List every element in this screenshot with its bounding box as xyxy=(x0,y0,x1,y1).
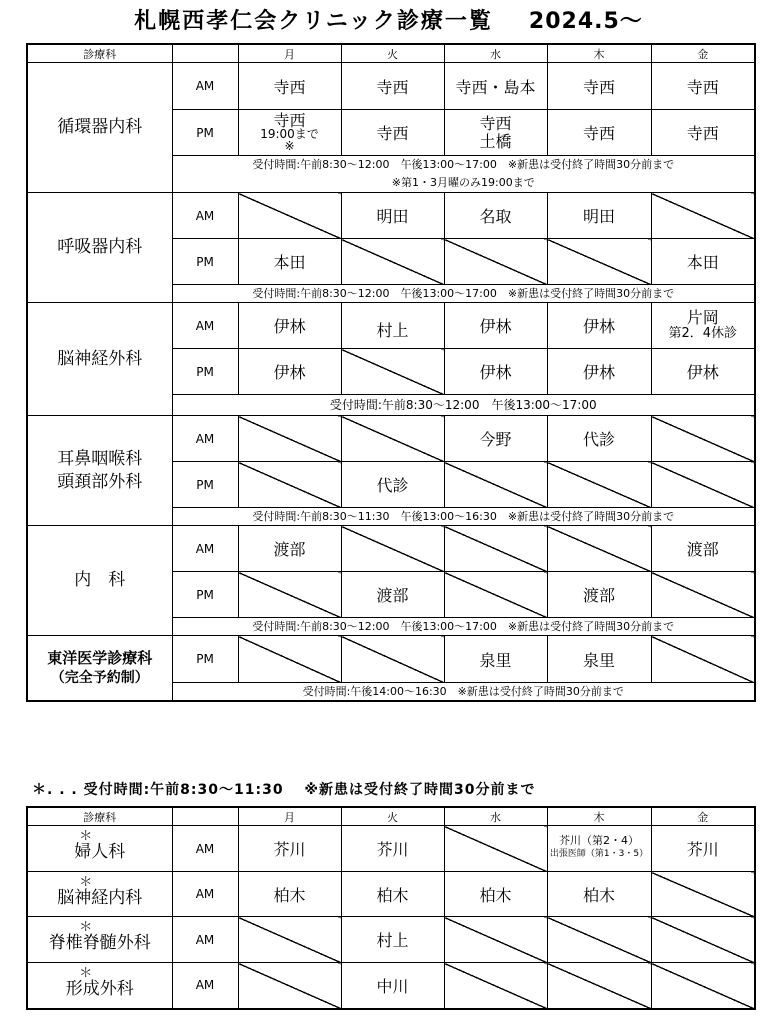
neuro-am-fri-closed xyxy=(651,872,755,917)
title-date: 2024.5～ xyxy=(528,9,643,34)
internal-pm-mon-closed xyxy=(238,572,341,618)
neurosurg-pm-wed: 伊林 xyxy=(444,349,547,395)
dept-neurosurg: 脳神経外科 xyxy=(27,303,172,416)
resp-pm-fri: 本田 xyxy=(651,239,755,285)
resp-am-thu: 明田 xyxy=(547,193,651,239)
header-thu: 木 xyxy=(547,807,651,826)
am-label: AM xyxy=(172,303,238,349)
header-fri: 金 xyxy=(651,807,755,826)
kampo-pm-tue-closed xyxy=(341,636,444,683)
star-mark: ＊ xyxy=(79,874,93,890)
internal-am-mon: 渡部 xyxy=(238,526,341,572)
resp-note: 受付時間:午前8:30～12:00 午後13:00～17:00 ※新患は受付終了時間30分前まで xyxy=(172,285,755,303)
resp-pm-mon: 本田 xyxy=(238,239,341,285)
cardio-pm-mon-name: 寺西 xyxy=(273,111,306,131)
header-mon: 月 xyxy=(238,44,341,63)
cardio-pm-fri: 寺西 xyxy=(651,110,755,156)
neurosurg-am-mon: 伊林 xyxy=(238,303,341,349)
schedule-table-reserved xyxy=(26,806,756,1010)
neurosurg-am-fri-sub: 第2．4休診 xyxy=(668,326,738,342)
dept-plastic-name: 形成外科 xyxy=(65,979,134,1000)
neuro-am-wed: 柏木 xyxy=(444,872,547,917)
cardio-pm-thu: 寺西 xyxy=(547,110,651,156)
am-label: AM xyxy=(172,416,238,462)
ent-pm-fri-closed xyxy=(651,462,755,508)
header-wed: 水 xyxy=(444,807,547,826)
ent-note: 受付時間:午前8:30～11:30 午後13:00～16:30 ※新患は受付終了時間30分前まで xyxy=(172,508,755,526)
neurosurg-pm-mon: 伊林 xyxy=(238,349,341,395)
dept-kampo-name2: （完全予約制） xyxy=(50,669,149,686)
plastic-am-wed-closed xyxy=(444,963,547,1009)
pm-label: PM xyxy=(172,572,238,618)
star-mark: ＊ xyxy=(79,966,93,982)
pm-label: PM xyxy=(172,462,238,508)
dept-plastic xyxy=(27,963,172,1009)
resp-am-tue: 明田 xyxy=(341,193,444,239)
kampo-note: 受付時間:午後14:00～16:30 ※新患は受付終了時間30分前まで xyxy=(172,683,755,702)
header-fri: 金 xyxy=(651,44,755,63)
gyn-am-tue: 芥川 xyxy=(341,826,444,872)
internal-pm-tue: 渡部 xyxy=(341,572,444,618)
cardio-pm-wed xyxy=(444,110,547,156)
header-tue: 火 xyxy=(341,44,444,63)
neuro-am-tue: 柏木 xyxy=(341,872,444,917)
resp-pm-thu-closed xyxy=(547,239,651,285)
dept-ent xyxy=(27,416,172,526)
internal-am-fri: 渡部 xyxy=(651,526,755,572)
header-thu: 木 xyxy=(547,44,651,63)
ent-pm-wed-closed xyxy=(444,462,547,508)
cardio-am-wed: 寺西・島本 xyxy=(444,63,547,110)
header-dept: 診療科 xyxy=(27,44,172,63)
neurosurg-am-fri xyxy=(651,303,755,349)
kampo-pm-fri-closed xyxy=(651,636,755,683)
neurosurg-am-wed: 伊林 xyxy=(444,303,547,349)
cardio-am-thu: 寺西 xyxy=(547,63,651,110)
neurosurg-pm-tue-closed xyxy=(341,349,444,395)
am-label: AM xyxy=(172,963,238,1009)
gyn-am-wed-closed xyxy=(444,826,547,872)
pm-label: PM xyxy=(172,110,238,156)
cardio-pm-tue: 寺西 xyxy=(341,110,444,156)
spine-am-wed-closed xyxy=(444,917,547,963)
pm-label: PM xyxy=(172,239,238,285)
cardio-am-mon: 寺西 xyxy=(238,63,341,110)
ent-am-wed: 今野 xyxy=(444,416,547,462)
header-blank xyxy=(172,807,238,826)
neuro-row xyxy=(27,872,755,917)
spine-am-mon-closed xyxy=(238,917,341,963)
gyn-am-fri: 芥川 xyxy=(651,826,755,872)
header-dept: 診療科 xyxy=(27,807,172,826)
dept-internal: 内 科 xyxy=(27,526,172,636)
spine-am-thu-closed xyxy=(547,917,651,963)
gyn-am-thu-1: 芥川（第2・4） xyxy=(559,834,639,848)
dept-spine xyxy=(27,917,172,963)
kampo-pm-wed: 泉里 xyxy=(444,636,547,683)
pm-label: PM xyxy=(172,349,238,395)
plastic-am-mon-closed xyxy=(238,963,341,1009)
gyn-am-thu-2: 出張医師（第1・3・5） xyxy=(549,849,649,860)
plastic-row xyxy=(27,963,755,1009)
dept-kampo xyxy=(27,636,172,702)
header-wed: 水 xyxy=(444,44,547,63)
gyn-am-thu xyxy=(547,826,651,872)
ent-am-fri-closed xyxy=(651,416,755,462)
schedule-table-main xyxy=(26,43,756,702)
dept-gyn-name: 婦人科 xyxy=(74,842,126,863)
title-text: 札幌西孝仁会クリニック診療一覧 xyxy=(134,9,493,34)
dept-neuro-name: 脳神経内科 xyxy=(57,887,143,908)
ent-am-tue-closed xyxy=(341,416,444,462)
resp-am-row xyxy=(27,193,755,239)
spine-am-fri-closed xyxy=(651,917,755,963)
am-label: AM xyxy=(172,526,238,572)
subnote: ＊. . . 受付時間:午前8:30～11:30 ※新患は受付終了時間30分前まで xyxy=(32,782,536,798)
cardio-note2: ※第1・3月曜のみ19:00まで xyxy=(172,173,755,193)
ent-pm-thu-closed xyxy=(547,462,651,508)
header-mon: 月 xyxy=(238,807,341,826)
kampo-pm-row xyxy=(27,636,755,683)
plastic-am-tue: 中川 xyxy=(341,963,444,1009)
neurosurg-pm-fri: 伊林 xyxy=(651,349,755,395)
ent-am-thu: 代診 xyxy=(547,416,651,462)
internal-pm-fri-closed xyxy=(651,572,755,618)
star-mark: ＊ xyxy=(79,920,93,936)
cardio-pm-wed-2: 土橋 xyxy=(479,131,512,151)
header-blank xyxy=(172,44,238,63)
dept-ent-name2: 頭頚部外科 xyxy=(57,471,143,492)
neurosurg-am-fri-name: 片岡 xyxy=(686,308,719,328)
ent-am-row xyxy=(27,416,755,462)
neurosurg-note: 受付時間:午前8:30～12:00 午後13:00～17:00 xyxy=(172,395,755,416)
neuro-am-thu: 柏木 xyxy=(547,872,651,917)
cardio-am-row xyxy=(27,63,755,110)
cardio-pm-mon xyxy=(238,110,341,156)
cardio-pm-mon-mark: ※ xyxy=(284,138,295,153)
dept-kampo-name1: 東洋医学診療科 xyxy=(47,649,153,668)
ent-pm-mon-closed xyxy=(238,462,341,508)
header-row xyxy=(27,44,755,63)
internal-pm-wed-closed xyxy=(444,572,547,618)
neurosurg-am-tue: 村上 xyxy=(341,303,444,349)
dept-neuro xyxy=(27,872,172,917)
resp-am-wed: 名取 xyxy=(444,193,547,239)
neurosurg-am-thu: 伊林 xyxy=(547,303,651,349)
spine-row xyxy=(27,917,755,963)
cardio-am-fri: 寺西 xyxy=(651,63,755,110)
gyn-row xyxy=(27,826,755,872)
resp-am-fri-closed xyxy=(651,193,755,239)
star-mark: ＊ xyxy=(79,829,93,845)
am-label: AM xyxy=(172,917,238,963)
header-row-2 xyxy=(27,807,755,826)
internal-am-tue-closed xyxy=(341,526,444,572)
neurosurg-am-row xyxy=(27,303,755,349)
dept-spine-name: 脊椎脊髄外科 xyxy=(48,933,151,954)
am-label: AM xyxy=(172,193,238,239)
kampo-pm-mon-closed xyxy=(238,636,341,683)
neurosurg-pm-thu: 伊林 xyxy=(547,349,651,395)
cardio-am-tue: 寺西 xyxy=(341,63,444,110)
cardio-pm-mon-time: 19:00まで xyxy=(260,127,319,142)
am-label: AM xyxy=(172,63,238,110)
neuro-am-mon: 柏木 xyxy=(238,872,341,917)
internal-am-wed-closed xyxy=(444,526,547,572)
resp-pm-wed-closed xyxy=(444,239,547,285)
dept-resp: 呼吸器内科 xyxy=(27,193,172,303)
resp-pm-tue-closed xyxy=(341,239,444,285)
spine-am-tue: 村上 xyxy=(341,917,444,963)
resp-am-mon-closed xyxy=(238,193,341,239)
cardio-pm-wed-1: 寺西 xyxy=(479,113,512,133)
header-tue: 火 xyxy=(341,807,444,826)
am-label: AM xyxy=(172,872,238,917)
dept-ent-name1: 耳鼻咽喉科 xyxy=(57,449,143,470)
internal-am-thu-closed xyxy=(547,526,651,572)
ent-pm-tue: 代診 xyxy=(341,462,444,508)
am-label: AM xyxy=(172,826,238,872)
page-title xyxy=(0,4,777,35)
dept-gyn xyxy=(27,826,172,872)
dept-cardio: 循環器内科 xyxy=(27,63,172,193)
kampo-pm-thu: 泉里 xyxy=(547,636,651,683)
plastic-am-fri-closed xyxy=(651,963,755,1009)
internal-pm-thu: 渡部 xyxy=(547,572,651,618)
gyn-am-mon: 芥川 xyxy=(238,826,341,872)
plastic-am-thu-closed xyxy=(547,963,651,1009)
ent-am-mon-closed xyxy=(238,416,341,462)
internal-note: 受付時間:午前8:30～12:00 午後13:00～17:00 ※新患は受付終了時間30分前まで xyxy=(172,618,755,636)
cardio-note1: 受付時間:午前8:30～12:00 午後13:00～17:00 ※新患は受付終了時間30分前まで xyxy=(172,156,755,174)
pm-label: PM xyxy=(172,636,238,683)
internal-am-row xyxy=(27,526,755,572)
